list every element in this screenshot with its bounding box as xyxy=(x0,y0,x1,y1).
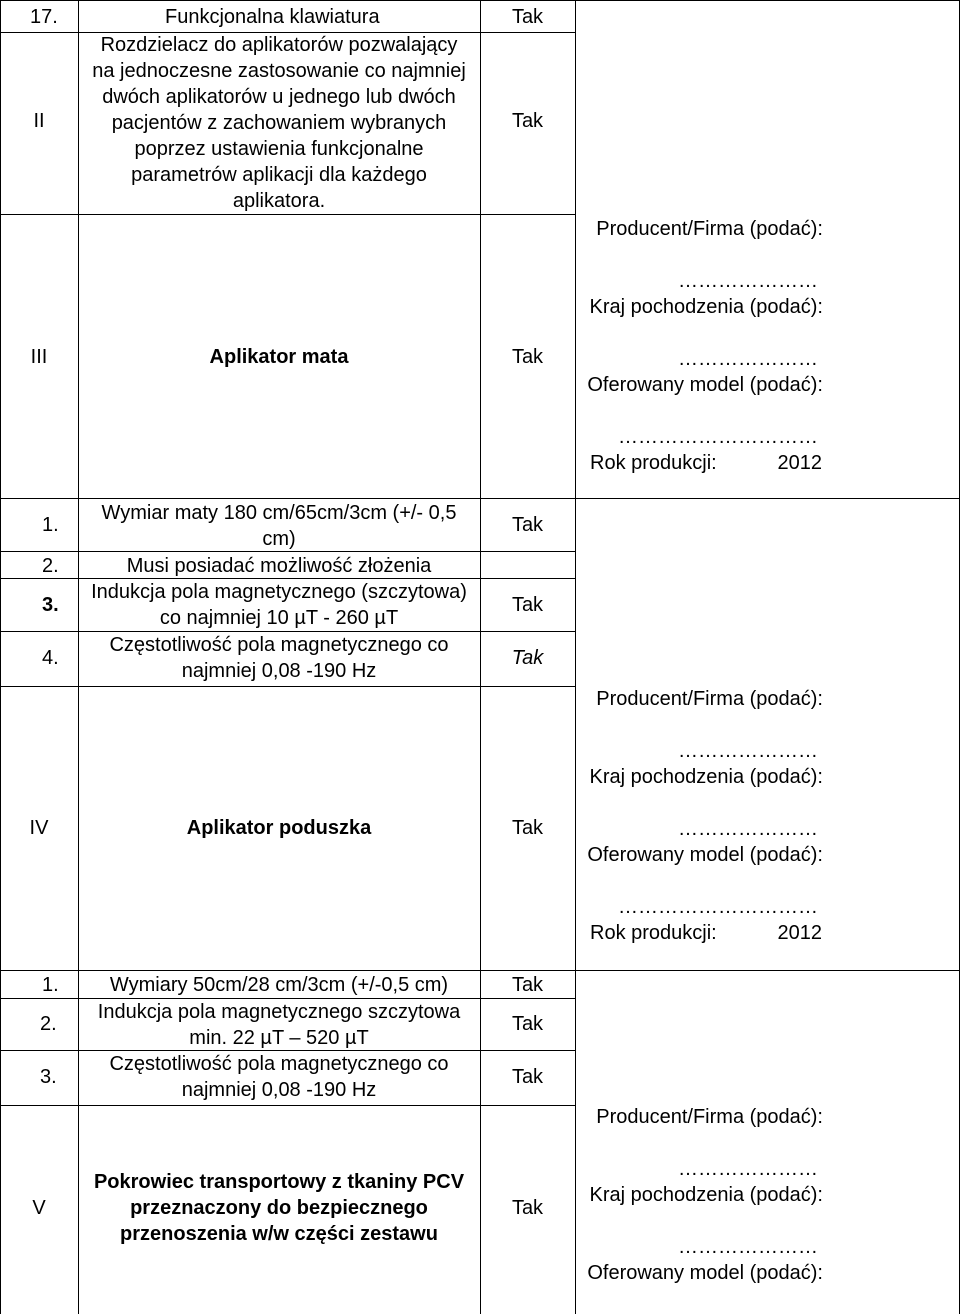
sub-row-description-line: najmniej 0,08 -190 Hz xyxy=(181,660,377,682)
offer-dots: ………………………… xyxy=(618,896,818,918)
row-answer: Tak xyxy=(511,110,544,132)
offer-producer-label: Producent/Firma (podać): xyxy=(596,218,823,240)
sub-row-description-line: Wymiary 50cm/28 cm/3cm (+/-0,5 cm) xyxy=(109,974,449,996)
offer-producer-label: Producent/Firma (podać): xyxy=(596,688,823,710)
sub-row-description-line: Musi posiadać możliwość złożenia xyxy=(126,555,432,577)
offer-model-label: Oferowany model (podać): xyxy=(587,1262,823,1284)
row-number: IV xyxy=(29,817,49,839)
offer-dots: ………………… xyxy=(678,818,818,840)
offer-dots: ………………… xyxy=(678,1158,818,1180)
sub-row-description-line: Wymiar maty 180 cm/65cm/3cm (+/- 0,5 xyxy=(101,502,457,524)
offer-model-label: Oferowany model (podać): xyxy=(587,374,823,396)
sub-row-answer: Tak xyxy=(511,974,544,996)
row-answer: Tak xyxy=(511,6,544,28)
sub-row-number: 2. xyxy=(40,1013,57,1035)
sub-row-number: 1. xyxy=(42,974,59,996)
row-description-line: na jednoczesne zastosowanie co najmniej xyxy=(92,60,466,82)
row-number: III xyxy=(30,346,48,368)
sub-row-answer: Tak xyxy=(511,514,544,536)
row-answer: Tak xyxy=(511,1197,544,1219)
sub-row-number: 4. xyxy=(42,647,59,669)
row-description-line: pacjentów z zachowaniem wybranych xyxy=(111,112,447,134)
row-number: 17. xyxy=(30,6,58,28)
offer-year-value: 2012 xyxy=(777,922,822,944)
offer-dots: ………………… xyxy=(678,348,818,370)
sub-row-answer: Tak xyxy=(511,1013,544,1035)
row-description-line: dwóch aplikatorów u jednego lub dwóch xyxy=(102,86,456,108)
sub-row-answer: Tak xyxy=(511,647,544,669)
row-description-line: aplikatora. xyxy=(232,190,326,212)
row-divider xyxy=(0,1105,575,1106)
offer-dots: ………………………… xyxy=(618,426,818,448)
sub-row-description-line: min. 22 µT – 520 µT xyxy=(189,1027,369,1049)
offer-dots: ………………… xyxy=(678,270,818,292)
sub-row-description-line: Częstotliwość pola magnetycznego co xyxy=(109,1053,449,1075)
row-number: II xyxy=(33,110,45,132)
sub-row-number: 3. xyxy=(42,594,59,616)
row-description-line: poprzez ustawienia funkcjonalne xyxy=(134,138,424,160)
sub-row-description-line: Częstotliwość pola magnetycznego co xyxy=(109,634,449,656)
sub-row-description-line: cm) xyxy=(262,528,296,550)
offer-producer-label: Producent/Firma (podać): xyxy=(596,1106,823,1128)
offer-dots: ………………… xyxy=(678,1236,818,1258)
sub-row-number: 3. xyxy=(40,1066,57,1088)
sub-row-description-line: Indukcja pola magnetycznego szczytowa xyxy=(97,1001,461,1023)
sub-row-answer: Tak xyxy=(511,1066,544,1088)
sub-row-description-line: co najmniej 10 µT - 260 µT xyxy=(159,607,399,629)
row-description-line: Pokrowiec transportowy z tkaniny PCV xyxy=(93,1171,465,1193)
offer-year-label: Rok produkcji: xyxy=(590,452,717,474)
column-divider xyxy=(575,0,576,1314)
row-description: Funkcjonalna klawiatura xyxy=(165,6,380,28)
sub-row-answer: Tak xyxy=(511,594,544,616)
row-divider xyxy=(0,214,575,215)
offer-model-label: Oferowany model (podać): xyxy=(587,844,823,866)
row-description-line: przenoszenia w/w części zestawu xyxy=(120,1223,438,1245)
row-answer: Tak xyxy=(511,346,544,368)
sub-row-description-line: najmniej 0,08 -190 Hz xyxy=(181,1079,377,1101)
offer-country-label: Kraj pochodzenia (podać): xyxy=(589,296,823,318)
row-description-line: Rozdzielacz do aplikatorów pozwalający xyxy=(100,34,458,56)
row-description: Aplikator mata xyxy=(209,346,349,368)
row-description-line: przeznaczony do bezpiecznego xyxy=(130,1197,428,1219)
row-description: Aplikator poduszka xyxy=(186,817,372,839)
column-divider xyxy=(0,0,1,1314)
offer-country-label: Kraj pochodzenia (podać): xyxy=(589,1184,823,1206)
offer-year-label: Rok produkcji: xyxy=(590,922,717,944)
sub-row-description-line: Indukcja pola magnetycznego (szczytowa) xyxy=(91,581,467,603)
offer-dots: ………………… xyxy=(678,740,818,762)
offer-year-value: 2012 xyxy=(777,452,822,474)
row-divider xyxy=(0,686,575,687)
row-description-line: parametrów aplikacji dla każdego xyxy=(131,164,427,186)
row-answer: Tak xyxy=(511,817,544,839)
row-number: V xyxy=(32,1197,46,1219)
offer-country-label: Kraj pochodzenia (podać): xyxy=(589,766,823,788)
sub-row-number: 1. xyxy=(42,514,59,536)
sub-row-number: 2. xyxy=(42,555,59,577)
